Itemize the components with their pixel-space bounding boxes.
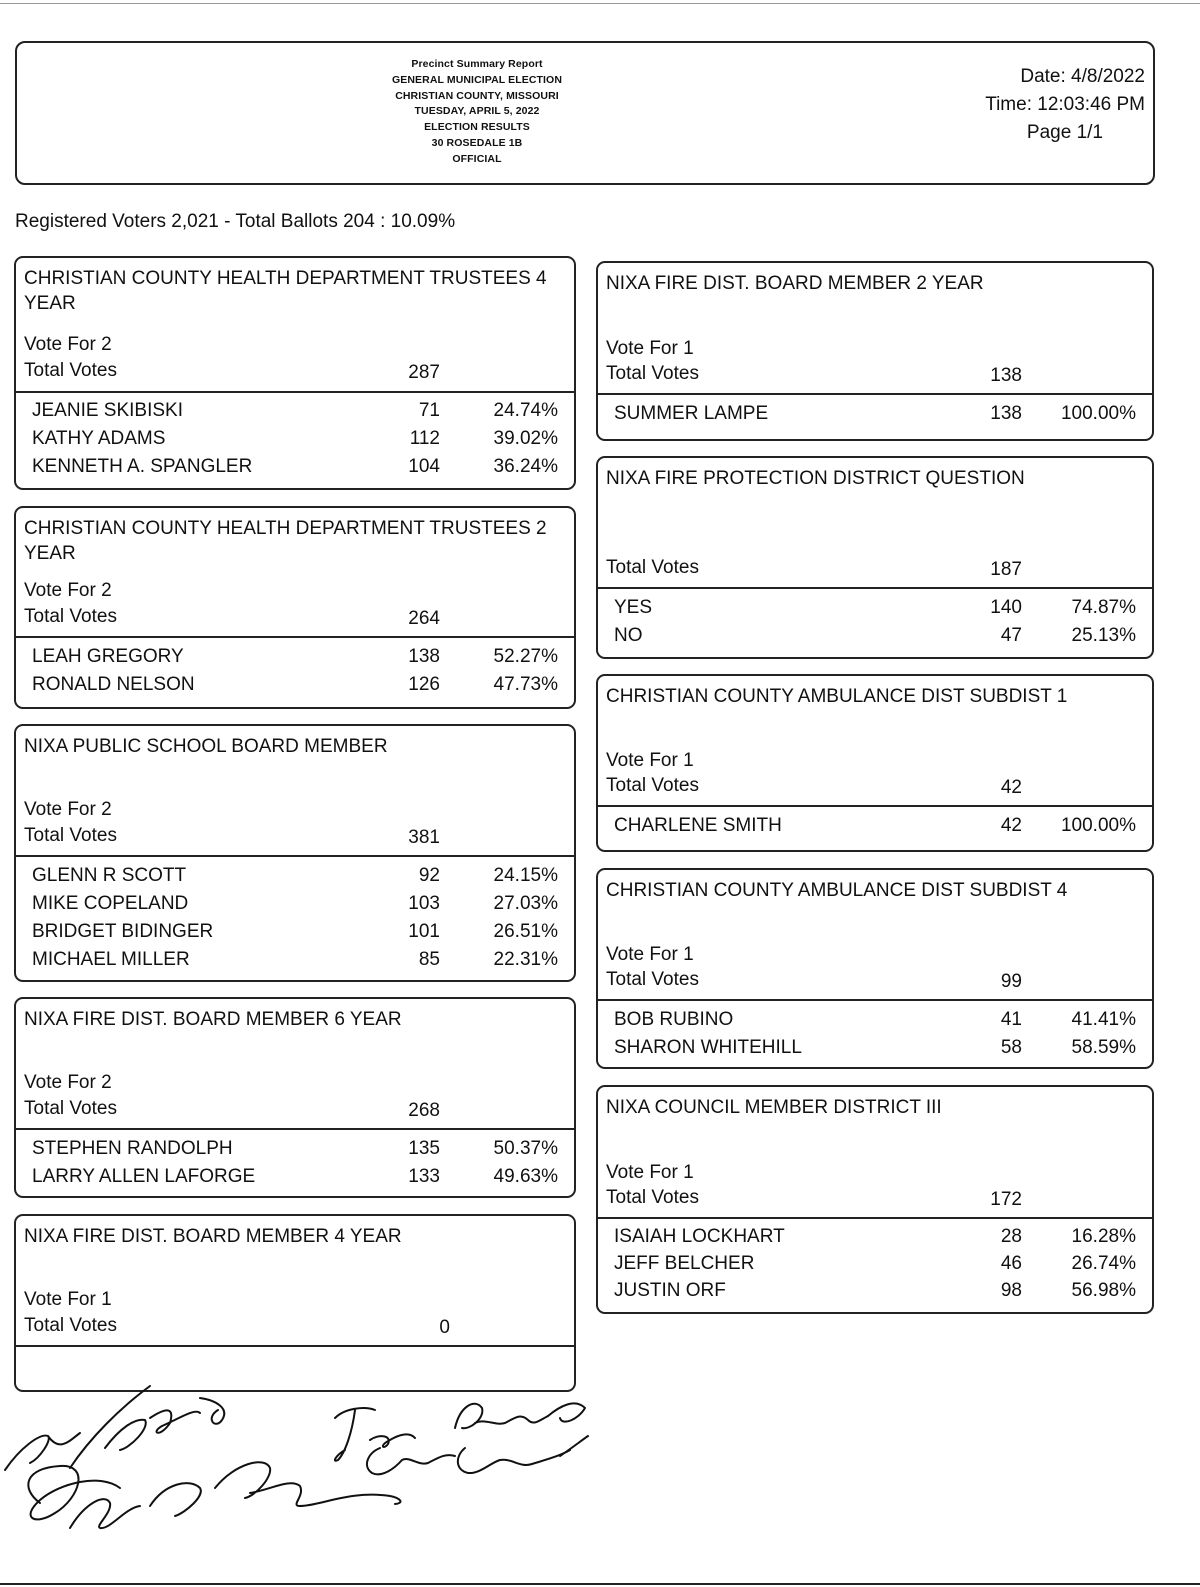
divider [16, 855, 574, 857]
candidate-votes: 71 [418, 400, 440, 421]
total-votes-value: 287 [408, 362, 440, 383]
race-box [14, 256, 576, 490]
vote-for: Vote For 2 [24, 799, 112, 820]
race-box [14, 506, 576, 709]
report-time: Time: 12:03:46 PM [985, 94, 1145, 115]
candidate-name: MICHAEL MILLER [32, 949, 190, 970]
official-label: OFFICIAL [452, 152, 502, 165]
race-title: NIXA COUNCIL MEMBER DISTRICT III [606, 1097, 942, 1118]
candidate-percent: 36.24% [493, 456, 558, 477]
candidate-name: JUSTIN ORF [614, 1280, 726, 1301]
candidate-name: KATHY ADAMS [32, 428, 166, 449]
candidate-votes: 85 [418, 949, 440, 970]
candidate-name: YES [614, 597, 653, 618]
vote-for: Vote For 2 [24, 1072, 112, 1093]
total-votes-value: 264 [408, 608, 440, 629]
candidate-row [16, 674, 574, 702]
candidate-row [598, 815, 1152, 843]
registered-voters-summary: Registered Voters 2,021 - Total Ballots 204 : 10.09% [15, 211, 456, 232]
candidate-row [16, 456, 574, 484]
candidate-row [598, 1253, 1152, 1281]
candidate-name: STEPHEN RANDOLPH [32, 1138, 233, 1159]
race-title: NIXA PUBLIC SCHOOL BOARD MEMBER [24, 736, 388, 757]
total-votes-value: 99 [1000, 971, 1022, 992]
divider [598, 1217, 1152, 1219]
candidate-votes: 58 [1000, 1037, 1022, 1058]
total-votes-label: Total Votes [24, 360, 117, 381]
candidate-percent: 49.63% [493, 1166, 558, 1187]
race-title: CHRISTIAN COUNTY AMBULANCE DIST SUBDIST 4 [606, 880, 1068, 901]
total-votes-value: 42 [1000, 777, 1022, 798]
candidate-votes: 140 [990, 597, 1022, 618]
race-box [14, 997, 576, 1198]
candidate-percent: 27.03% [493, 893, 558, 914]
candidate-row [16, 893, 574, 921]
race-box [596, 868, 1154, 1069]
race-box [596, 456, 1154, 659]
race-title: NIXA FIRE DIST. BOARD MEMBER 4 YEAR [24, 1226, 402, 1247]
candidate-percent: 56.98% [1071, 1280, 1136, 1301]
divider [598, 587, 1152, 589]
race-title: NIXA FIRE PROTECTION DISTRICT QUESTION [606, 468, 1025, 489]
candidate-name: MIKE COPELAND [32, 893, 189, 914]
vote-for: Vote For 1 [606, 944, 694, 965]
candidate-percent: 24.15% [493, 865, 558, 886]
vote-for: Vote For 1 [606, 750, 694, 771]
candidate-votes: 98 [1000, 1280, 1022, 1301]
candidate-percent: 16.28% [1071, 1226, 1136, 1247]
report-meta [985, 63, 1145, 147]
divider [16, 391, 574, 393]
candidate-percent: 100.00% [1060, 403, 1136, 424]
candidate-votes: 101 [408, 921, 440, 942]
vote-for: Vote For 2 [24, 580, 112, 601]
candidate-row [16, 921, 574, 949]
race-box [14, 1214, 576, 1392]
candidate-votes: 112 [409, 428, 440, 449]
candidate-percent: 74.87% [1071, 597, 1136, 618]
race-box [596, 674, 1154, 852]
candidate-votes: 28 [1000, 1226, 1022, 1247]
candidate-name: NO [614, 625, 643, 646]
candidate-name: GLENN R SCOTT [32, 865, 187, 886]
candidate-row [598, 1009, 1152, 1037]
candidate-row [16, 1166, 574, 1194]
candidate-percent: 41.41% [1071, 1009, 1136, 1030]
race-title: NIXA FIRE DIST. BOARD MEMBER 2 YEAR [606, 273, 984, 294]
candidate-name: RONALD NELSON [32, 674, 195, 695]
race-title: CHRISTIAN COUNTY AMBULANCE DIST SUBDIST 1 [606, 686, 1068, 707]
candidate-row [16, 428, 574, 456]
total-votes-label: Total Votes [606, 363, 699, 384]
candidate-percent: 50.37% [493, 1138, 558, 1159]
candidate-name: BRIDGET BIDINGER [32, 921, 214, 942]
total-votes-value: 138 [990, 365, 1022, 386]
total-votes-label: Total Votes [606, 775, 699, 796]
divider [598, 999, 1152, 1001]
handwritten-signatures [0, 1378, 620, 1548]
candidate-percent: 58.59% [1071, 1037, 1136, 1058]
total-votes-value: 172 [990, 1189, 1022, 1210]
candidate-votes: 104 [408, 456, 440, 477]
candidate-votes: 103 [408, 893, 440, 914]
election-date: TUESDAY, APRIL 5, 2022 [414, 105, 540, 118]
candidate-row [598, 1037, 1152, 1065]
candidate-percent: 26.51% [493, 921, 558, 942]
candidate-percent: 26.74% [1071, 1253, 1136, 1274]
candidate-row [16, 865, 574, 893]
total-votes-label: Total Votes [606, 557, 699, 578]
candidate-name: LEAH GREGORY [32, 646, 184, 667]
candidate-name: ISAIAH LOCKHART [614, 1226, 785, 1247]
race-box [596, 1085, 1154, 1314]
candidate-votes: 47 [1000, 625, 1022, 646]
candidate-percent: 22.31% [493, 949, 558, 970]
total-votes-value: 187 [990, 559, 1022, 580]
top-rule [0, 3, 1200, 4]
divider [16, 1128, 574, 1130]
vote-for: Vote For 1 [606, 338, 694, 359]
total-votes-value: 0 [439, 1317, 450, 1338]
candidate-percent: 25.13% [1071, 625, 1136, 646]
candidate-row [16, 949, 574, 977]
candidate-votes: 126 [408, 674, 440, 695]
candidate-percent: 24.74% [493, 400, 558, 421]
bottom-rule [0, 1583, 1200, 1585]
total-votes-label: Total Votes [24, 825, 117, 846]
election-name: GENERAL MUNICIPAL ELECTION [391, 73, 563, 86]
candidate-name: LARRY ALLEN LAFORGE [32, 1166, 256, 1187]
candidate-percent: 47.73% [493, 674, 558, 695]
candidate-votes: 41 [1000, 1009, 1022, 1030]
vote-for: Vote For 2 [24, 334, 112, 355]
vote-for: Vote For 1 [24, 1289, 112, 1310]
divider [598, 393, 1152, 395]
candidate-row [598, 625, 1152, 653]
report-title: Precinct Summary Report [411, 58, 543, 70]
candidate-row [598, 1226, 1152, 1254]
results-label: ELECTION RESULTS [424, 121, 530, 134]
total-votes-label: Total Votes [24, 606, 117, 627]
total-votes-label: Total Votes [24, 1098, 117, 1119]
jurisdiction: CHRISTIAN COUNTY, MISSOURI [395, 89, 559, 102]
report-title-block [357, 57, 597, 168]
candidate-name: BOB RUBINO [614, 1009, 734, 1030]
race-title: CHRISTIAN COUNTY HEALTH DEPARTMENT TRUSTEES 4 YEAR [24, 268, 547, 314]
report-date: Date: 4/8/2022 [1020, 66, 1145, 87]
candidate-name: JEANIE SKIBISKI [32, 400, 183, 421]
candidate-percent: 39.02% [493, 428, 558, 449]
race-title: CHRISTIAN COUNTY HEALTH DEPARTMENT TRUSTEES 2 YEAR [24, 518, 547, 564]
precinct-name: 30 ROSEDALE 1B [431, 136, 523, 149]
divider [16, 1345, 574, 1347]
race-title: NIXA FIRE DIST. BOARD MEMBER 6 YEAR [24, 1009, 402, 1030]
candidate-row [16, 1138, 574, 1166]
divider [598, 805, 1152, 807]
report-header [15, 41, 1155, 185]
candidate-name: SHARON WHITEHILL [614, 1037, 802, 1058]
candidate-row [598, 403, 1152, 431]
candidate-row [16, 400, 574, 428]
page-number: Page 1/1 [1026, 122, 1103, 143]
candidate-row [598, 1280, 1152, 1308]
candidate-percent: 52.27% [493, 646, 558, 667]
race-box [14, 724, 576, 982]
candidate-votes: 92 [418, 865, 440, 886]
candidate-votes: 46 [1000, 1253, 1022, 1274]
total-votes-label: Total Votes [606, 1187, 699, 1208]
total-votes-value: 268 [408, 1100, 440, 1121]
candidate-row [16, 646, 574, 674]
candidate-name: KENNETH A. SPANGLER [32, 456, 253, 477]
candidate-votes: 138 [408, 646, 440, 667]
candidate-name: SUMMER LAMPE [614, 403, 769, 424]
candidate-row [598, 597, 1152, 625]
total-votes-label: Total Votes [24, 1315, 117, 1336]
race-box [596, 261, 1154, 441]
candidate-name: CHARLENE SMITH [614, 815, 782, 836]
total-votes-label: Total Votes [606, 969, 699, 990]
candidate-votes: 138 [990, 403, 1022, 424]
candidate-votes: 135 [408, 1138, 440, 1159]
candidate-votes: 42 [1000, 815, 1022, 836]
candidate-percent: 100.00% [1060, 815, 1136, 836]
total-votes-value: 381 [408, 827, 440, 848]
divider [16, 636, 574, 638]
candidate-votes: 133 [408, 1166, 440, 1187]
vote-for: Vote For 1 [606, 1162, 694, 1183]
candidate-name: JEFF BELCHER [614, 1253, 755, 1274]
